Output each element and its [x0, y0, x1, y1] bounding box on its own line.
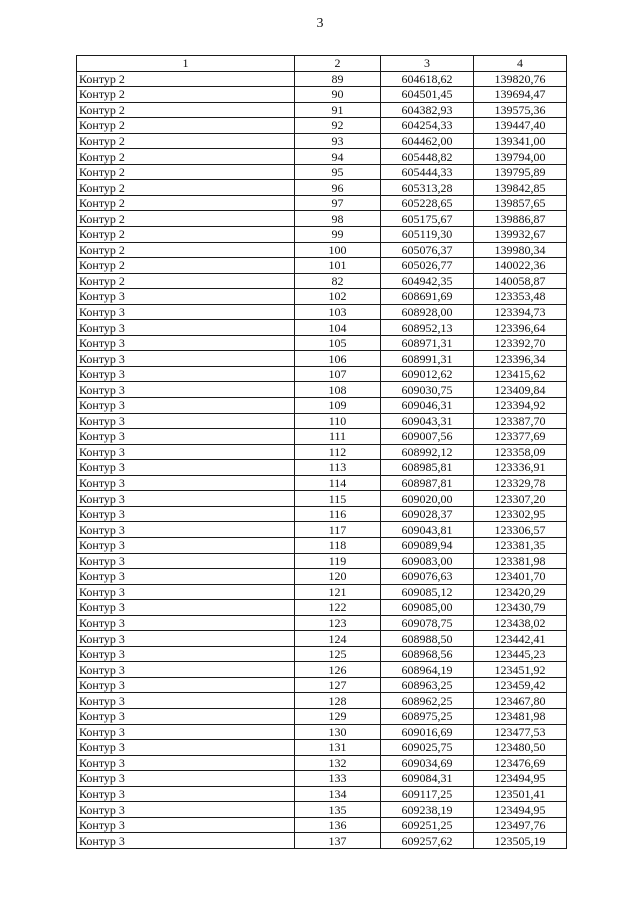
- coordinate-y-cell: 140022,36: [474, 258, 567, 274]
- contour-name-cell: Контур 3: [77, 740, 295, 756]
- coordinate-y-cell: 123494,95: [474, 802, 567, 818]
- coordinate-y-cell: 139842,85: [474, 180, 567, 196]
- coordinate-y-cell: 123381,98: [474, 553, 567, 569]
- coordinate-y-cell: 123451,92: [474, 662, 567, 678]
- contour-name-cell: Контур 2: [77, 227, 295, 243]
- table-row: [77, 708, 567, 724]
- coordinate-x-cell: 604618,62: [381, 71, 474, 87]
- coordinate-x-cell: 608964,19: [381, 662, 474, 678]
- table-row: [77, 195, 567, 211]
- contour-name-cell: Контур 2: [77, 149, 295, 165]
- table-row: [77, 802, 567, 818]
- contour-name-cell: Контур 3: [77, 755, 295, 771]
- column-header-4: 4: [474, 56, 567, 72]
- coordinate-y-cell: 123401,70: [474, 569, 567, 585]
- coordinate-y-cell: 123415,62: [474, 366, 567, 382]
- point-number-cell: 129: [295, 708, 381, 724]
- coordinate-x-cell: 609012,62: [381, 366, 474, 382]
- contour-name-cell: Контур 3: [77, 320, 295, 336]
- contour-name-cell: Контур 3: [77, 382, 295, 398]
- point-number-cell: 114: [295, 475, 381, 491]
- coordinate-y-cell: 139794,00: [474, 149, 567, 165]
- point-number-cell: 121: [295, 584, 381, 600]
- contour-name-cell: Контур 2: [77, 164, 295, 180]
- point-number-cell: 126: [295, 662, 381, 678]
- point-number-cell: 89: [295, 71, 381, 87]
- coordinate-y-cell: 123480,50: [474, 740, 567, 756]
- table-row: [77, 118, 567, 134]
- column-header-3: 3: [381, 56, 474, 72]
- point-number-cell: 133: [295, 771, 381, 787]
- point-number-cell: 96: [295, 180, 381, 196]
- coordinate-x-cell: 609016,69: [381, 724, 474, 740]
- table-row: [77, 740, 567, 756]
- coordinate-x-cell: 608952,13: [381, 320, 474, 336]
- table-row: [77, 522, 567, 538]
- contour-name-cell: Контур 2: [77, 180, 295, 196]
- coordinate-y-cell: 123481,98: [474, 708, 567, 724]
- contour-name-cell: Контур 3: [77, 398, 295, 414]
- coordinate-y-cell: 139341,00: [474, 133, 567, 149]
- table-row: [77, 553, 567, 569]
- coordinate-y-cell: 123438,02: [474, 615, 567, 631]
- coordinate-x-cell: 609085,12: [381, 584, 474, 600]
- point-number-cell: 107: [295, 366, 381, 382]
- coordinate-x-cell: 608987,81: [381, 475, 474, 491]
- coordinate-y-cell: 123467,80: [474, 693, 567, 709]
- coordinate-x-cell: 608992,12: [381, 444, 474, 460]
- coordinate-x-cell: 608985,81: [381, 460, 474, 476]
- coordinate-x-cell: 608971,31: [381, 335, 474, 351]
- table-row: [77, 693, 567, 709]
- table-row: [77, 258, 567, 274]
- table-row: [77, 242, 567, 258]
- contour-name-cell: Контур 3: [77, 335, 295, 351]
- coordinate-x-cell: 608991,31: [381, 351, 474, 367]
- point-number-cell: 90: [295, 87, 381, 103]
- column-header-1: 1: [77, 56, 295, 72]
- point-number-cell: 124: [295, 631, 381, 647]
- page-number: 3: [316, 16, 324, 31]
- coordinate-y-cell: 123358,09: [474, 444, 567, 460]
- coordinate-y-cell: 123501,41: [474, 786, 567, 802]
- contour-name-cell: Контур 3: [77, 522, 295, 538]
- contour-name-cell: Контур 3: [77, 491, 295, 507]
- coordinate-x-cell: 604382,93: [381, 102, 474, 118]
- table-row: [77, 164, 567, 180]
- coordinate-x-cell: 605026,77: [381, 258, 474, 274]
- table-header-row: [77, 56, 567, 72]
- coordinate-y-cell: 123477,53: [474, 724, 567, 740]
- table-body: [77, 71, 567, 848]
- point-number-cell: 113: [295, 460, 381, 476]
- point-number-cell: 116: [295, 506, 381, 522]
- table-row: [77, 366, 567, 382]
- table-row: [77, 724, 567, 740]
- table-row: [77, 817, 567, 833]
- contour-name-cell: Контур 2: [77, 87, 295, 103]
- coordinate-y-cell: 123396,64: [474, 320, 567, 336]
- coordinate-x-cell: 605448,82: [381, 149, 474, 165]
- coordinate-x-cell: 609117,25: [381, 786, 474, 802]
- table-row: [77, 615, 567, 631]
- table-row: [77, 102, 567, 118]
- coordinate-y-cell: 123329,78: [474, 475, 567, 491]
- coordinate-x-cell: 609257,62: [381, 833, 474, 849]
- coordinate-y-cell: 123430,79: [474, 600, 567, 616]
- coordinate-x-cell: 609251,25: [381, 817, 474, 833]
- table-row: [77, 569, 567, 585]
- table-row: [77, 537, 567, 553]
- coordinate-y-cell: 123387,70: [474, 413, 567, 429]
- table-row: [77, 87, 567, 103]
- table-row: [77, 180, 567, 196]
- coordinate-x-cell: 605175,67: [381, 211, 474, 227]
- coordinate-y-cell: 123505,19: [474, 833, 567, 849]
- coordinate-x-cell: 609238,19: [381, 802, 474, 818]
- coordinate-x-cell: 608928,00: [381, 304, 474, 320]
- table-row: [77, 304, 567, 320]
- coordinate-y-cell: 123392,70: [474, 335, 567, 351]
- coordinate-x-cell: 608968,56: [381, 646, 474, 662]
- coordinate-y-cell: 139980,34: [474, 242, 567, 258]
- coordinates-table: [76, 55, 567, 849]
- point-number-cell: 128: [295, 693, 381, 709]
- contour-name-cell: Контур 3: [77, 786, 295, 802]
- contour-name-cell: Контур 3: [77, 677, 295, 693]
- contour-name-cell: Контур 3: [77, 646, 295, 662]
- contour-name-cell: Контур 3: [77, 537, 295, 553]
- contour-name-cell: Контур 2: [77, 242, 295, 258]
- contour-name-cell: Контур 2: [77, 102, 295, 118]
- coordinate-y-cell: 123307,20: [474, 491, 567, 507]
- coordinate-y-cell: 123420,29: [474, 584, 567, 600]
- contour-name-cell: Контур 3: [77, 569, 295, 585]
- point-number-cell: 136: [295, 817, 381, 833]
- coordinate-y-cell: 123459,42: [474, 677, 567, 693]
- table-row: [77, 506, 567, 522]
- contour-name-cell: Контур 3: [77, 506, 295, 522]
- point-number-cell: 111: [295, 429, 381, 445]
- coordinate-x-cell: 609028,37: [381, 506, 474, 522]
- contour-name-cell: Контур 3: [77, 553, 295, 569]
- coordinate-y-cell: 123353,48: [474, 289, 567, 305]
- table-row: [77, 786, 567, 802]
- point-number-cell: 127: [295, 677, 381, 693]
- coordinate-x-cell: 605119,30: [381, 227, 474, 243]
- point-number-cell: 98: [295, 211, 381, 227]
- table-row: [77, 662, 567, 678]
- coordinate-y-cell: 123394,73: [474, 304, 567, 320]
- coordinate-y-cell: 123377,69: [474, 429, 567, 445]
- coordinate-y-cell: 139820,76: [474, 71, 567, 87]
- point-number-cell: 94: [295, 149, 381, 165]
- contour-name-cell: Контур 3: [77, 600, 295, 616]
- contour-name-cell: Контур 3: [77, 289, 295, 305]
- point-number-cell: 119: [295, 553, 381, 569]
- contour-name-cell: Контур 3: [77, 817, 295, 833]
- table-row: [77, 382, 567, 398]
- coordinate-x-cell: 609025,75: [381, 740, 474, 756]
- contour-name-cell: Контур 3: [77, 304, 295, 320]
- coordinate-x-cell: 609043,81: [381, 522, 474, 538]
- contour-name-cell: Контур 3: [77, 631, 295, 647]
- contour-name-cell: Контур 3: [77, 351, 295, 367]
- table-row: [77, 149, 567, 165]
- contour-name-cell: Контур 3: [77, 475, 295, 491]
- table-row: [77, 833, 567, 849]
- coordinate-y-cell: 139694,47: [474, 87, 567, 103]
- coordinate-y-cell: 139886,87: [474, 211, 567, 227]
- coordinate-y-cell: 123306,57: [474, 522, 567, 538]
- contour-name-cell: Контур 2: [77, 273, 295, 289]
- coordinate-y-cell: 123381,35: [474, 537, 567, 553]
- point-number-cell: 131: [295, 740, 381, 756]
- point-number-cell: 108: [295, 382, 381, 398]
- table-row: [77, 677, 567, 693]
- point-number-cell: 118: [295, 537, 381, 553]
- coordinate-y-cell: 123476,69: [474, 755, 567, 771]
- point-number-cell: 97: [295, 195, 381, 211]
- coordinate-y-cell: 123442,41: [474, 631, 567, 647]
- coordinate-x-cell: 609078,75: [381, 615, 474, 631]
- contour-name-cell: Контур 2: [77, 195, 295, 211]
- point-number-cell: 82: [295, 273, 381, 289]
- coordinate-x-cell: 609089,94: [381, 537, 474, 553]
- table-row: [77, 460, 567, 476]
- coordinate-x-cell: 608988,50: [381, 631, 474, 647]
- table-row: [77, 584, 567, 600]
- contour-name-cell: Контур 2: [77, 118, 295, 134]
- point-number-cell: 130: [295, 724, 381, 740]
- table-row: [77, 475, 567, 491]
- table-row: [77, 211, 567, 227]
- contour-name-cell: Контур 3: [77, 662, 295, 678]
- point-number-cell: 102: [295, 289, 381, 305]
- contour-name-cell: Контур 3: [77, 615, 295, 631]
- contour-name-cell: Контур 3: [77, 802, 295, 818]
- coordinate-y-cell: 123445,23: [474, 646, 567, 662]
- coordinate-x-cell: 609007,56: [381, 429, 474, 445]
- table-row: [77, 398, 567, 414]
- point-number-cell: 100: [295, 242, 381, 258]
- point-number-cell: 132: [295, 755, 381, 771]
- table-row: [77, 631, 567, 647]
- contour-name-cell: Контур 2: [77, 211, 295, 227]
- coordinate-y-cell: 123396,34: [474, 351, 567, 367]
- coordinate-y-cell: 123302,95: [474, 506, 567, 522]
- contour-name-cell: Контур 3: [77, 444, 295, 460]
- point-number-cell: 92: [295, 118, 381, 134]
- table-row: [77, 444, 567, 460]
- coordinate-y-cell: 123497,76: [474, 817, 567, 833]
- coordinate-x-cell: 609046,31: [381, 398, 474, 414]
- point-number-cell: 112: [295, 444, 381, 460]
- coordinate-x-cell: 608975,25: [381, 708, 474, 724]
- table-row: [77, 491, 567, 507]
- coordinate-x-cell: 608691,69: [381, 289, 474, 305]
- coordinate-x-cell: 609034,69: [381, 755, 474, 771]
- contour-name-cell: Контур 2: [77, 258, 295, 274]
- coordinate-x-cell: 609043,31: [381, 413, 474, 429]
- point-number-cell: 134: [295, 786, 381, 802]
- coordinate-x-cell: 605313,28: [381, 180, 474, 196]
- coordinate-x-cell: 605228,65: [381, 195, 474, 211]
- point-number-cell: 101: [295, 258, 381, 274]
- table-row: [77, 429, 567, 445]
- coordinate-y-cell: 139447,40: [474, 118, 567, 134]
- contour-name-cell: Контур 3: [77, 460, 295, 476]
- table-row: [77, 646, 567, 662]
- coordinate-x-cell: 604254,33: [381, 118, 474, 134]
- contour-name-cell: Контур 3: [77, 366, 295, 382]
- coordinate-x-cell: 609076,63: [381, 569, 474, 585]
- coordinate-x-cell: 605444,33: [381, 164, 474, 180]
- contour-name-cell: Контур 3: [77, 413, 295, 429]
- coordinate-x-cell: 609083,00: [381, 553, 474, 569]
- point-number-cell: 110: [295, 413, 381, 429]
- coordinate-y-cell: 123409,84: [474, 382, 567, 398]
- contour-name-cell: Контур 3: [77, 693, 295, 709]
- point-number-cell: 99: [295, 227, 381, 243]
- point-number-cell: 122: [295, 600, 381, 616]
- column-header-2: 2: [295, 56, 381, 72]
- point-number-cell: 91: [295, 102, 381, 118]
- table-row: [77, 320, 567, 336]
- coordinate-y-cell: 123336,91: [474, 460, 567, 476]
- point-number-cell: 123: [295, 615, 381, 631]
- coordinate-y-cell: 139575,36: [474, 102, 567, 118]
- table-row: [77, 133, 567, 149]
- table-row: [77, 335, 567, 351]
- coordinate-y-cell: 140058,87: [474, 273, 567, 289]
- coordinate-y-cell: 139795,89: [474, 164, 567, 180]
- coordinate-x-cell: 604501,45: [381, 87, 474, 103]
- point-number-cell: 103: [295, 304, 381, 320]
- table-row: [77, 71, 567, 87]
- point-number-cell: 115: [295, 491, 381, 507]
- coordinate-x-cell: 609084,31: [381, 771, 474, 787]
- coordinate-y-cell: 123394,92: [474, 398, 567, 414]
- point-number-cell: 120: [295, 569, 381, 585]
- coordinate-x-cell: 605076,37: [381, 242, 474, 258]
- contour-name-cell: Контур 3: [77, 429, 295, 445]
- contour-name-cell: Контур 3: [77, 708, 295, 724]
- point-number-cell: 104: [295, 320, 381, 336]
- contour-name-cell: Контур 3: [77, 833, 295, 849]
- coordinate-x-cell: 609020,00: [381, 491, 474, 507]
- coordinate-x-cell: 604942,35: [381, 273, 474, 289]
- point-number-cell: 106: [295, 351, 381, 367]
- point-number-cell: 117: [295, 522, 381, 538]
- contour-name-cell: Контур 3: [77, 771, 295, 787]
- coordinate-x-cell: 609085,00: [381, 600, 474, 616]
- table-row: [77, 289, 567, 305]
- point-number-cell: 95: [295, 164, 381, 180]
- coordinate-x-cell: 609030,75: [381, 382, 474, 398]
- coordinate-x-cell: 608962,25: [381, 693, 474, 709]
- point-number-cell: 137: [295, 833, 381, 849]
- contour-name-cell: Контур 2: [77, 133, 295, 149]
- coordinate-x-cell: 604462,00: [381, 133, 474, 149]
- table-row: [77, 771, 567, 787]
- contour-name-cell: Контур 3: [77, 724, 295, 740]
- point-number-cell: 105: [295, 335, 381, 351]
- coordinate-y-cell: 139932,67: [474, 227, 567, 243]
- point-number-cell: 109: [295, 398, 381, 414]
- table-row: [77, 227, 567, 243]
- table-row: [77, 273, 567, 289]
- point-number-cell: 135: [295, 802, 381, 818]
- coordinate-x-cell: 608963,25: [381, 677, 474, 693]
- table-row: [77, 413, 567, 429]
- point-number-cell: 93: [295, 133, 381, 149]
- contour-name-cell: Контур 2: [77, 71, 295, 87]
- table-row: [77, 351, 567, 367]
- table-row: [77, 600, 567, 616]
- coordinate-y-cell: 139857,65: [474, 195, 567, 211]
- coordinate-y-cell: 123494,95: [474, 771, 567, 787]
- contour-name-cell: Контур 3: [77, 584, 295, 600]
- table-row: [77, 755, 567, 771]
- point-number-cell: 125: [295, 646, 381, 662]
